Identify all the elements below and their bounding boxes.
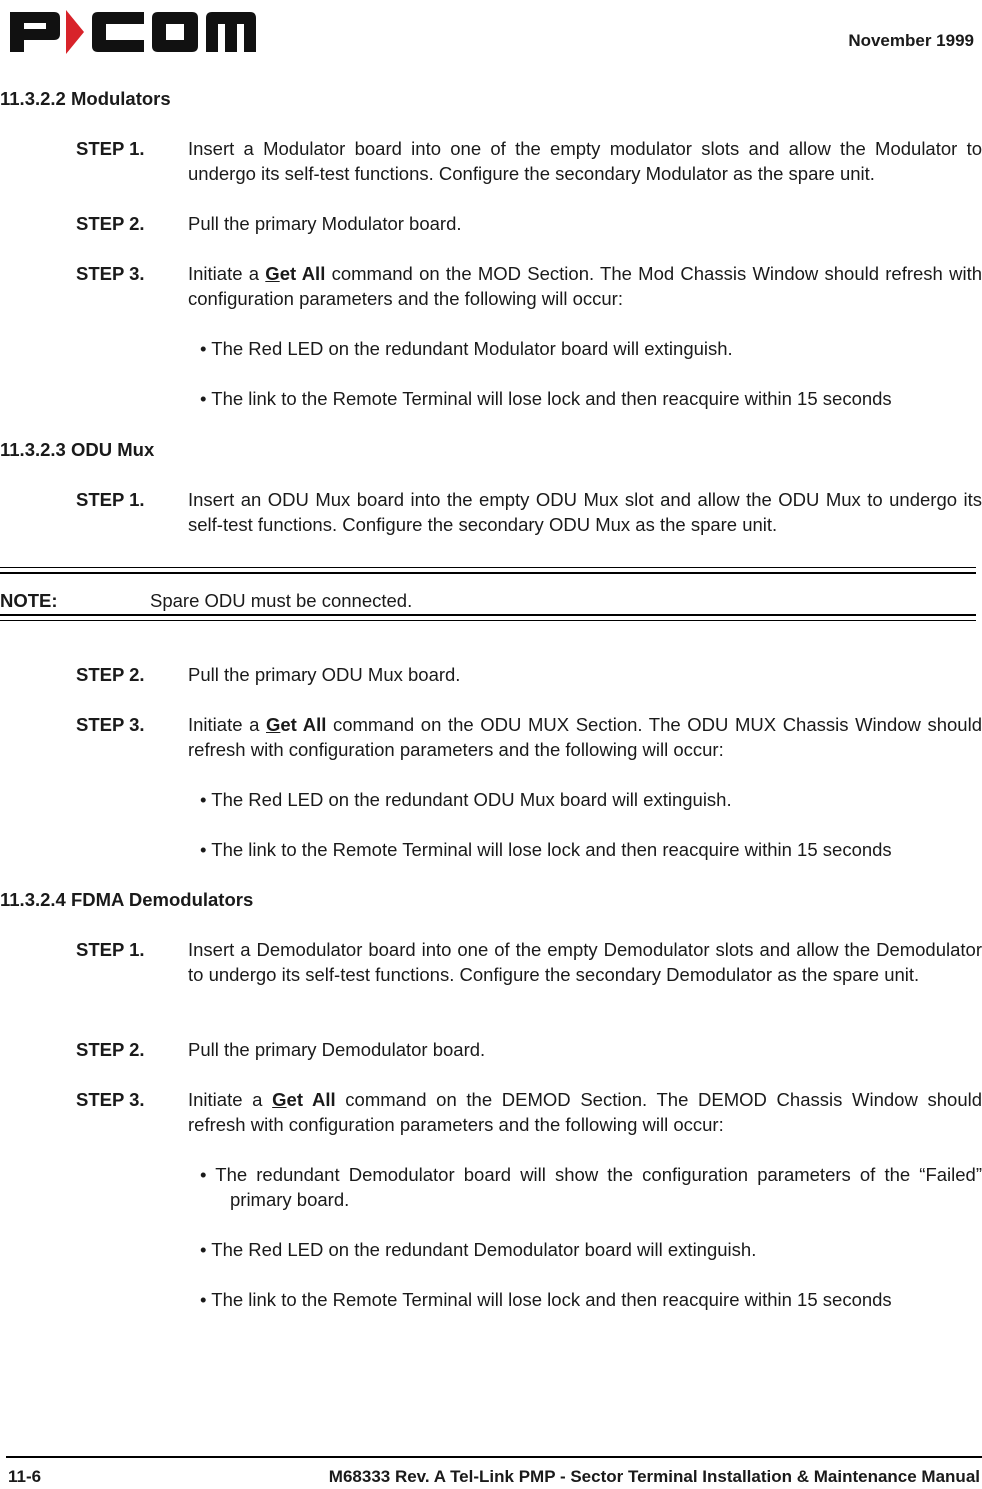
section-heading: 11.3.2.4 FDMA Demodulators: [0, 889, 254, 910]
step-text: Pull the primary Modulator board.: [188, 213, 462, 234]
step-text: Insert a Modulator board into one of the empty modulator slots and allow the Modulator to undergo its self-test functions. Configure the secondary Modulator as the spare unit.: [188, 138, 982, 184]
step-text-pre: Initiate a: [188, 1089, 273, 1110]
bullet-item: • The link to the Remote Terminal will lose lock and then reacquire within 15 seconds: [200, 839, 892, 860]
step-label: STEP 3.: [76, 714, 145, 735]
bullet-item: • The link to the Remote Terminal will lose lock and then reacquire within 15 seconds: [200, 388, 892, 409]
step-text-pre: Initiate a: [188, 263, 266, 284]
step-text: [188, 712, 982, 762]
page-number: 11-6: [8, 1467, 42, 1486]
step-text: [188, 1087, 982, 1137]
note-label: NOTE:: [0, 590, 58, 611]
bullet-item: • The Red LED on the redundant ODU Mux board will extinguish.: [200, 789, 732, 810]
step-text: Pull the primary ODU Mux board.: [188, 664, 461, 685]
section-heading: 11.3.2.3 ODU Mux: [0, 439, 155, 460]
note-rule-bottom: [0, 620, 976, 621]
command-hotkey: G: [272, 1089, 287, 1110]
note-text: Spare ODU must be connected.: [150, 590, 413, 611]
step-label: STEP 2.: [76, 1039, 145, 1060]
pcom-logo-graphic: [8, 8, 258, 54]
section-heading: 11.3.2.2 Modulators: [0, 88, 171, 109]
step-label: STEP 1.: [76, 489, 145, 510]
pcom-logo: [8, 8, 258, 54]
step-label: STEP 2.: [76, 664, 145, 685]
note-rule-bottom-thick: [0, 614, 976, 616]
step-text-pre: Initiate a: [188, 714, 266, 735]
step-text-post: command on the MOD Section. The Mod Chassis Window should refresh with configuration parameters and the following will occur:: [188, 263, 982, 309]
note-rule-top: [0, 567, 976, 568]
footer-rule: [6, 1456, 982, 1458]
command-rest: et All: [279, 263, 326, 284]
step-label: STEP 3.: [76, 1089, 145, 1110]
bullet-item: • The Red LED on the redundant Modulator board will extinguish.: [200, 338, 733, 359]
get-all-command: [272, 1089, 335, 1110]
get-all-command: [265, 263, 325, 284]
step-text-post: command on the ODU MUX Section. The ODU MUX Chassis Window should refresh with configuration parameters and the following will occur:: [188, 714, 982, 760]
bullet-item: • The redundant Demodulator board will show the configuration parameters of the “Failed” primary board.: [200, 1164, 982, 1210]
step-text-post: command on the DEMOD Section. The DEMOD Chassis Window should refresh with configuration parameters and the following will occur:: [188, 1089, 982, 1135]
footer-title: M68333 Rev. A Tel-Link PMP - Sector Terminal Installation & Maintenance Manual: [328, 1467, 980, 1486]
bullet-item: • The link to the Remote Terminal will lose lock and then reacquire within 15 seconds: [200, 1289, 892, 1310]
bullet-item: • The Red LED on the redundant Demodulator board will extinguish.: [200, 1239, 757, 1260]
command-rest: et All: [280, 714, 327, 735]
get-all-command: [266, 714, 326, 735]
command-hotkey: G: [266, 714, 281, 735]
step-text: Insert an ODU Mux board into the empty ODU Mux slot and allow the ODU Mux to undergo its self-test functions. Configure the secondary ODU Mux as the spare unit.: [188, 489, 982, 535]
step-text: [188, 261, 982, 311]
step-text: Pull the primary Demodulator board.: [188, 1039, 486, 1060]
command-hotkey: G: [265, 263, 280, 284]
command-rest: et All: [286, 1089, 336, 1110]
step-label: STEP 1.: [76, 138, 145, 159]
header-date: November 1999: [848, 31, 974, 50]
step-label: STEP 2.: [76, 213, 145, 234]
note-rule-top-thick: [0, 572, 976, 574]
step-label: STEP 3.: [76, 263, 145, 284]
step-label: STEP 1.: [76, 939, 145, 960]
step-text: Insert a Demodulator board into one of the empty Demodulator slots and allow the Demodulator to undergo its self-test functions. Configure the secondary Demodulator as the spare unit.: [188, 939, 982, 985]
